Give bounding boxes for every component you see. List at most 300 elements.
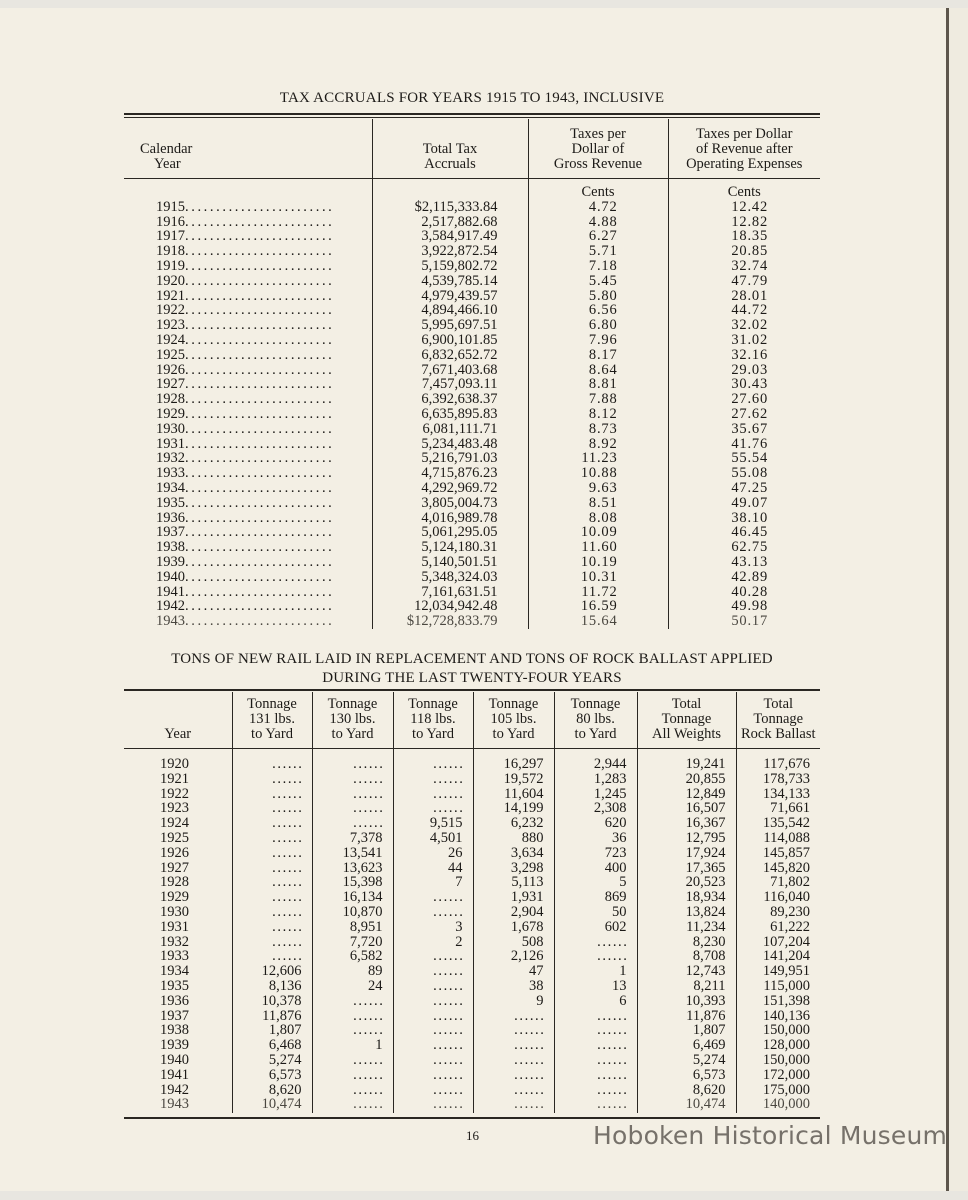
year-cell	[124, 599, 372, 614]
header-line: to Yard	[412, 726, 454, 742]
tonnage-130-cell: ......	[312, 1053, 393, 1068]
tonnage-118-cell: ......	[393, 1053, 473, 1068]
leader-dots: ........................	[185, 421, 335, 437]
tonnage-105-cell: 2,904	[473, 905, 554, 920]
total-tax-cell: 4,016,989.78	[372, 511, 528, 526]
tonnage-130-cell: ......	[312, 801, 393, 816]
tonnage-131-cell: ......	[232, 749, 312, 772]
tonnage-105-cell: 2,126	[473, 949, 554, 964]
net-cents-cell: 55.08	[668, 466, 820, 481]
total-rock-ballast-cell: 172,000	[736, 1068, 820, 1083]
gross-cents-cell: 4.88	[528, 215, 668, 230]
year-label: 1926	[156, 362, 185, 378]
tonnage-130-cell: ......	[312, 994, 393, 1009]
tonnage-118-cell: ......	[393, 890, 473, 905]
year-label: 1927	[156, 377, 185, 393]
tonnage-130-cell: 24	[312, 979, 393, 994]
rail-table-row	[124, 994, 820, 1009]
leader-dots: ........................	[185, 229, 335, 245]
tonnage-130-cell: 1	[312, 1038, 393, 1053]
net-cents-cell: 46.45	[668, 525, 820, 540]
tonnage-131-cell: 10,474	[232, 1097, 312, 1113]
year-label: 1930	[156, 421, 185, 437]
header-131-lbs	[232, 692, 312, 749]
total-tax-cell: 7,161,631.51	[372, 585, 528, 600]
year-label: 1932	[156, 451, 185, 467]
header-line: Tonnage	[570, 696, 621, 712]
total-tax-cell: 6,635,895.83	[372, 407, 528, 422]
year-cell: 1926	[160, 844, 189, 861]
rail-table-row	[124, 1068, 820, 1083]
year-cell: 1928	[160, 874, 189, 891]
tonnage-118-cell: 2	[393, 935, 473, 950]
tonnage-131-cell: ......	[232, 949, 312, 964]
tonnage-80-cell: 1	[554, 964, 637, 979]
year-cell: 1921	[160, 770, 189, 787]
tonnage-131-cell: 6,468	[232, 1038, 312, 1053]
total-tax-cell: 4,979,439.57	[372, 289, 528, 304]
total-all-weights-cell: 11,234	[637, 920, 736, 935]
year-cell: 1931	[160, 918, 189, 935]
rail-title-line-1: TONS OF NEW RAIL LAID IN REPLACEMENT AND TONS OF ROCK BALLAST APPLIED	[171, 651, 773, 667]
rail-table-row	[124, 875, 820, 890]
rail-table-row	[124, 1083, 820, 1098]
tonnage-105-cell: 880	[473, 831, 554, 846]
total-tax-cell: 5,124,180.31	[372, 540, 528, 555]
leader-dots: ........................	[185, 303, 335, 319]
header-total-rock-ballast	[736, 692, 820, 749]
leader-dots: ........................	[185, 406, 335, 422]
tonnage-131-cell: 6,573	[232, 1068, 312, 1083]
total-all-weights-cell: 10,474	[637, 1097, 736, 1113]
header-line: 105 lbs.	[490, 711, 537, 727]
rail-table-row	[124, 831, 820, 846]
tonnage-118-cell: ......	[393, 905, 473, 920]
leader-dots: ........................	[185, 466, 335, 481]
year-label: 1931	[156, 436, 185, 452]
tonnage-118-cell: ......	[393, 964, 473, 979]
leader-dots: ........................	[185, 451, 335, 467]
header-line: Tonnage	[753, 711, 804, 727]
tonnage-131-cell: ......	[232, 772, 312, 787]
tonnage-80-cell: 50	[554, 905, 637, 920]
gross-cents-cell: 7.96	[528, 333, 668, 348]
year-cell	[124, 259, 372, 274]
tonnage-80-cell: 6	[554, 994, 637, 1009]
year-label: 1937	[156, 525, 185, 541]
tonnage-131-cell: ......	[232, 935, 312, 950]
rail-table-row	[124, 749, 820, 772]
museum-watermark: Hoboken Historical Museum	[593, 1121, 948, 1150]
tonnage-130-cell: 16,134	[312, 890, 393, 905]
tonnage-80-cell: 869	[554, 890, 637, 905]
header-taxes-per-dollar-gross: Taxes per Dollar of Gross Revenue	[528, 119, 668, 179]
header-line: Total	[671, 696, 702, 712]
tonnage-130-cell: 15,398	[312, 875, 393, 890]
year-cell: 1933	[160, 948, 189, 965]
page-number: 16	[466, 1128, 479, 1143]
year-cell: 1929	[160, 889, 189, 906]
tax-table-row	[124, 377, 820, 392]
rail-table-row	[124, 861, 820, 876]
year-label: 1916	[156, 214, 185, 230]
total-tax-cell: $2,115,333.84	[372, 200, 528, 215]
tonnage-131-cell: ......	[232, 831, 312, 846]
year-cell	[124, 318, 372, 333]
header-line: 131 lbs.	[249, 711, 295, 727]
tonnage-130-cell: 7,720	[312, 935, 393, 950]
tonnage-105-cell: ......	[473, 1038, 554, 1053]
total-all-weights-cell: 6,469	[637, 1038, 736, 1053]
tonnage-130-cell: 6,582	[312, 949, 393, 964]
leader-dots: ........................	[185, 258, 335, 274]
year-cell	[124, 303, 372, 318]
tax-table-row	[124, 333, 820, 348]
net-cents-cell: 41.76	[668, 437, 820, 452]
tonnage-80-cell: 2,944	[554, 749, 637, 772]
tonnage-80-cell: 620	[554, 816, 637, 831]
tax-table-title: TAX ACCRUALS FOR YEARS 1915 TO 1943, INCLUSIVE	[279, 90, 665, 106]
net-cents-cell: 32.16	[668, 348, 820, 363]
year-cell	[124, 422, 372, 437]
tonnage-105-cell: ......	[473, 1009, 554, 1024]
net-cents-cell: 12.42	[668, 200, 820, 215]
net-cents-cell: 40.28	[668, 585, 820, 600]
tonnage-131-cell: 12,606	[232, 964, 312, 979]
tonnage-131-cell: ......	[232, 890, 312, 905]
total-all-weights-cell: 8,230	[637, 935, 736, 950]
net-cents-cell: 50.17	[668, 614, 820, 629]
tonnage-131-cell: ......	[232, 875, 312, 890]
tonnage-118-cell: ......	[393, 1068, 473, 1083]
tonnage-118-cell: ......	[393, 1083, 473, 1098]
tonnage-131-cell: ......	[232, 846, 312, 861]
leader-dots: ........................	[185, 584, 335, 600]
total-rock-ballast-cell: 140,000	[736, 1097, 820, 1113]
tonnage-118-cell: ......	[393, 994, 473, 1009]
year-label: 1919	[156, 258, 185, 274]
header-line: 130 lbs.	[329, 711, 376, 727]
tonnage-80-cell: ......	[554, 1053, 637, 1068]
rail-table-header-row	[124, 692, 820, 749]
year-cell: 1932	[160, 933, 189, 950]
tonnage-130-cell: ......	[312, 1009, 393, 1024]
gross-cents-cell: 10.09	[528, 525, 668, 540]
tax-table-row	[124, 599, 820, 614]
header-130-lbs	[312, 692, 393, 749]
tonnage-130-cell: ......	[312, 1068, 393, 1083]
gross-cents-cell: 15.64	[528, 614, 668, 629]
net-cents-cell: 43.13	[668, 555, 820, 570]
rail-table-row	[124, 920, 820, 935]
year-cell	[124, 229, 372, 244]
year-label: 1928	[156, 392, 185, 407]
tonnage-118-cell: ......	[393, 1097, 473, 1113]
net-cents-cell: 18.35	[668, 229, 820, 244]
leader-dots: ........................	[185, 332, 335, 348]
total-tax-cell: 4,894,466.10	[372, 303, 528, 318]
tonnage-131-cell: 11,876	[232, 1009, 312, 1024]
gross-cents-cell: 11.72	[528, 585, 668, 600]
header-line: Tonnage	[327, 696, 378, 712]
year-label: 1915	[156, 199, 185, 215]
rail-table-row	[124, 964, 820, 979]
leader-dots: ........................	[185, 273, 335, 289]
total-rock-ballast-cell: 117,676	[736, 749, 820, 772]
gross-cents-cell: 8.73	[528, 422, 668, 437]
header-line: Total	[763, 696, 794, 712]
tax-table-row	[124, 570, 820, 585]
total-rock-ballast-cell: 150,000	[736, 1053, 820, 1068]
tonnage-130-cell: 13,623	[312, 861, 393, 876]
year-cell	[124, 570, 372, 585]
tonnage-131-cell: 10,378	[232, 994, 312, 1009]
tonnage-130-cell: 89	[312, 964, 393, 979]
total-tax-cell: 5,159,802.72	[372, 259, 528, 274]
year-cell	[124, 244, 372, 259]
leader-dots: ........................	[185, 392, 335, 407]
year-label: 1938	[156, 540, 185, 555]
gross-cents-cell: 16.59	[528, 599, 668, 614]
leader-dots: ........................	[185, 554, 335, 570]
total-tax-cell: 6,081,111.71	[372, 422, 528, 437]
total-tax-cell: 2,517,882.68	[372, 215, 528, 230]
total-tax-cell: 5,140,501.51	[372, 555, 528, 570]
rail-title-line-2: DURING THE LAST TWENTY-FOUR YEARS	[322, 670, 622, 686]
year-cell: 1936	[160, 992, 189, 1009]
tonnage-118-cell: ......	[393, 801, 473, 816]
total-rock-ballast-cell: 151,398	[736, 994, 820, 1009]
tonnage-105-cell: ......	[473, 1068, 554, 1083]
gross-cents-cell: 7.18	[528, 259, 668, 274]
total-tax-cell: 12,034,942.48	[372, 599, 528, 614]
rail-tonnage-table	[124, 692, 820, 1113]
tonnage-80-cell: 36	[554, 831, 637, 846]
tax-table-row	[124, 392, 820, 407]
header-line: Year	[164, 726, 192, 742]
total-tax-cell: $12,728,833.79	[372, 614, 528, 629]
leader-dots: ........................	[185, 569, 335, 585]
net-cents-cell: 44.72	[668, 303, 820, 318]
tonnage-130-cell: ......	[312, 749, 393, 772]
tonnage-131-cell: ......	[232, 816, 312, 831]
gross-cents-cell: 10.88	[528, 466, 668, 481]
tax-table-row	[124, 407, 820, 422]
header-118-lbs	[393, 692, 473, 749]
tonnage-118-cell: ......	[393, 787, 473, 802]
tonnage-118-cell: 9,515	[393, 816, 473, 831]
tonnage-105-cell: ......	[473, 1083, 554, 1098]
total-rock-ballast-cell: 134,133	[736, 787, 820, 802]
total-tax-cell: 7,457,093.11	[372, 377, 528, 392]
rail-table-row	[124, 890, 820, 905]
year-cell	[124, 348, 372, 363]
total-all-weights-cell: 8,620	[637, 1083, 736, 1098]
year-cell	[124, 274, 372, 289]
leader-dots: ........................	[185, 510, 335, 526]
year-cell	[124, 200, 372, 215]
rail-table-row	[124, 846, 820, 861]
total-rock-ballast-cell: 107,204	[736, 935, 820, 950]
header-80-lbs	[554, 692, 637, 749]
tax-table-row	[124, 229, 820, 244]
year-cell	[124, 392, 372, 407]
year-label: 1922	[156, 303, 185, 319]
total-all-weights-cell: 20,523	[637, 875, 736, 890]
tonnage-105-cell: 508	[473, 935, 554, 950]
rail-table-row	[124, 1009, 820, 1024]
tax-table-row	[124, 555, 820, 570]
net-cents-cell: 32.02	[668, 318, 820, 333]
net-cents-cell: 31.02	[668, 333, 820, 348]
tonnage-118-cell: ......	[393, 1009, 473, 1024]
total-rock-ballast-cell: 89,230	[736, 905, 820, 920]
net-cents-cell: 62.75	[668, 540, 820, 555]
net-cents-cell: 27.62	[668, 407, 820, 422]
tonnage-80-cell: ......	[554, 1083, 637, 1098]
year-cell	[124, 407, 372, 422]
header-105-lbs	[473, 692, 554, 749]
tax-table-row	[124, 540, 820, 555]
tonnage-105-cell: 3,634	[473, 846, 554, 861]
total-all-weights-cell: 17,924	[637, 846, 736, 861]
rail-table-row	[124, 1097, 820, 1113]
tonnage-130-cell: 8,951	[312, 920, 393, 935]
total-all-weights-cell: 16,367	[637, 816, 736, 831]
year-cell	[124, 481, 372, 496]
tonnage-118-cell: ......	[393, 749, 473, 772]
net-cents-cell: 29.03	[668, 363, 820, 378]
tax-table-row	[124, 614, 820, 629]
gross-cents-cell: 8.81	[528, 377, 668, 392]
tonnage-80-cell: 1,245	[554, 787, 637, 802]
total-all-weights-cell: 20,855	[637, 772, 736, 787]
leader-dots: ........................	[185, 495, 335, 511]
net-cents-cell: 47.25	[668, 481, 820, 496]
tax-table-row	[124, 303, 820, 318]
gross-cents-cell: 8.17	[528, 348, 668, 363]
year-label: 1941	[156, 584, 185, 600]
year-label: 1939	[156, 554, 185, 570]
leader-dots: ........................	[185, 436, 335, 452]
tax-table-header-row	[124, 119, 820, 179]
tonnage-131-cell: 8,620	[232, 1083, 312, 1098]
net-cents-cell: 28.01	[668, 289, 820, 304]
year-cell: 1942	[160, 1081, 189, 1098]
total-all-weights-cell: 13,824	[637, 905, 736, 920]
year-cell: 1938	[160, 1022, 189, 1039]
gross-cents-cell: 8.51	[528, 496, 668, 511]
year-label: 1917	[156, 229, 185, 245]
tonnage-130-cell: ......	[312, 772, 393, 787]
tonnage-80-cell: 1,283	[554, 772, 637, 787]
total-rock-ballast-cell: 140,136	[736, 1009, 820, 1024]
total-tax-cell: 5,234,483.48	[372, 437, 528, 452]
total-tax-cell: 4,715,876.23	[372, 466, 528, 481]
year-cell	[124, 555, 372, 570]
tonnage-105-cell: 1,678	[473, 920, 554, 935]
gross-cents-cell: 4.72	[528, 200, 668, 215]
tax-table-row	[124, 274, 820, 289]
leader-dots: ........................	[185, 347, 335, 363]
total-tax-cell: 5,216,791.03	[372, 451, 528, 466]
year-label: 1934	[156, 480, 185, 496]
year-label: 1933	[156, 466, 185, 481]
gross-cents-cell: 5.45	[528, 274, 668, 289]
tonnage-130-cell: ......	[312, 787, 393, 802]
tax-table-row	[124, 496, 820, 511]
total-all-weights-cell: 6,573	[637, 1068, 736, 1083]
leader-dots: ........................	[185, 199, 335, 215]
year-label: 1940	[156, 569, 185, 585]
header-line: to Yard	[251, 726, 293, 742]
total-all-weights-cell: 12,795	[637, 831, 736, 846]
year-cell	[124, 540, 372, 555]
year-cell: 1935	[160, 977, 189, 994]
net-cents-cell: 20.85	[668, 244, 820, 259]
tonnage-80-cell: ......	[554, 949, 637, 964]
tonnage-105-cell: 16,297	[473, 749, 554, 772]
tax-table-row	[124, 244, 820, 259]
tonnage-130-cell: ......	[312, 816, 393, 831]
tax-table-row	[124, 585, 820, 600]
leader-dots: ........................	[185, 214, 335, 230]
total-tax-cell: 6,392,638.37	[372, 392, 528, 407]
gross-cents-cell: 5.80	[528, 289, 668, 304]
net-cents-cell: 30.43	[668, 377, 820, 392]
year-label: 1918	[156, 244, 185, 259]
tonnage-130-cell: 7,378	[312, 831, 393, 846]
total-rock-ballast-cell: 141,204	[736, 949, 820, 964]
header-line: 118 lbs.	[410, 711, 456, 727]
year-cell	[124, 363, 372, 378]
total-tax-cell: 6,832,652.72	[372, 348, 528, 363]
tax-table-row	[124, 481, 820, 496]
tonnage-105-cell: 1,931	[473, 890, 554, 905]
year-cell	[124, 525, 372, 540]
total-tax-cell: 6,900,101.85	[372, 333, 528, 348]
tax-table-row	[124, 363, 820, 378]
rail-table-row	[124, 816, 820, 831]
tax-table-row	[124, 511, 820, 526]
total-tax-cell: 5,995,697.51	[372, 318, 528, 333]
gross-cents-cell: 5.71	[528, 244, 668, 259]
gross-cents-cell: 8.08	[528, 511, 668, 526]
total-tax-cell: 5,061,295.05	[372, 525, 528, 540]
units-row	[124, 179, 820, 200]
tonnage-118-cell: ......	[393, 979, 473, 994]
header-line: Tonnage	[247, 696, 297, 712]
total-all-weights-cell: 18,934	[637, 890, 736, 905]
tonnage-105-cell: 38	[473, 979, 554, 994]
year-cell: 1934	[160, 963, 189, 980]
tonnage-130-cell: ......	[312, 1083, 393, 1098]
total-rock-ballast-cell: 71,802	[736, 875, 820, 890]
total-all-weights-cell: 8,211	[637, 979, 736, 994]
total-all-weights-cell: 16,507	[637, 801, 736, 816]
year-label: 1935	[156, 495, 185, 511]
total-rock-ballast-cell: 115,000	[736, 979, 820, 994]
year-cell: 1937	[160, 1007, 189, 1024]
total-all-weights-cell: 5,274	[637, 1053, 736, 1068]
leader-dots: ........................	[185, 318, 335, 333]
tonnage-105-cell: ......	[473, 1053, 554, 1068]
header-year	[124, 692, 232, 749]
leader-dots: ........................	[185, 362, 335, 378]
tonnage-80-cell: ......	[554, 935, 637, 950]
tonnage-118-cell: 44	[393, 861, 473, 876]
tonnage-118-cell: 3	[393, 920, 473, 935]
